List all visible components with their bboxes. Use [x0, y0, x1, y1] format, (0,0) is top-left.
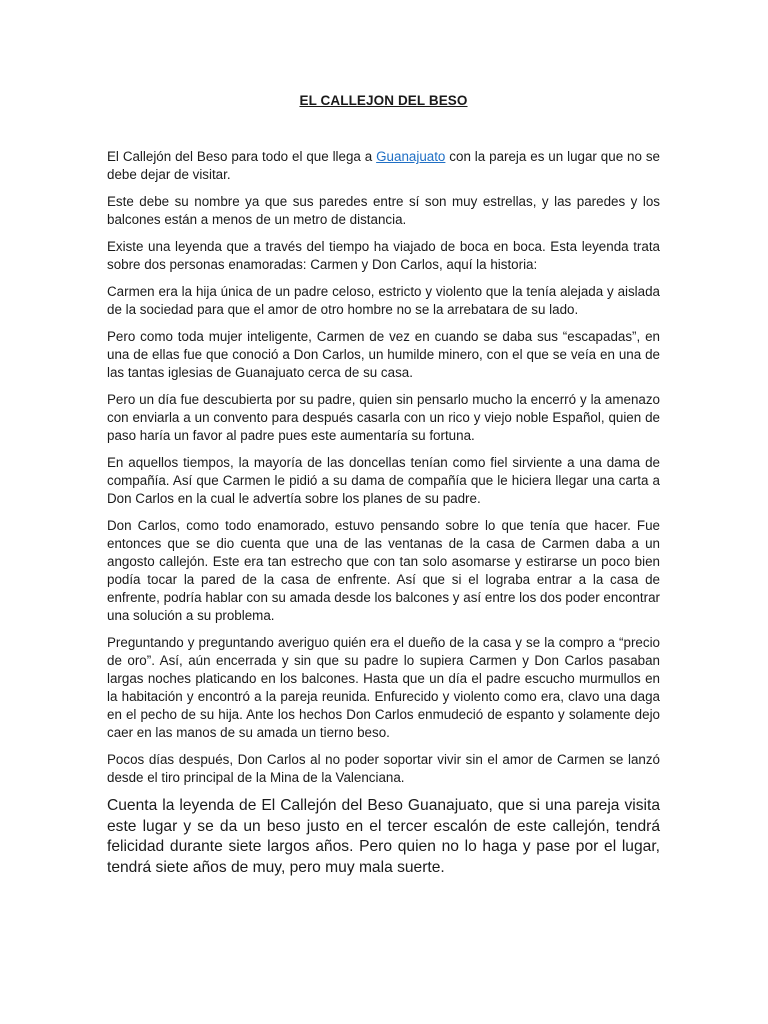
paragraph-legend-intro: Existe una leyenda que a través del tiempo ha viajado de boca en boca. Esta leyenda trata sobre dos personas enamoradas: Carmen y Don Carlos, aquí la historia: — [107, 239, 660, 272]
paragraph-dama: En aquellos tiempos, la mayoría de las doncellas tenían como fiel sirviente a una dama de compañía. Así que Carmen le pidió a su dama de compañía que le hiciera llegar una carta a Don Carlos en la cual le advertía sobre los planes de su padre. — [107, 455, 660, 506]
paragraph-closing: Cuenta la leyenda de El Callejón del Beso Guanajuato, que si una pareja visita este lugar y se da un beso justo en el tercer escalón de este callejón, tendrá felicidad durante siete largos años. Pero quien no lo haga y pase por el lugar, tendrá siete años de muy, pero muy mala suerte. — [107, 797, 660, 876]
paragraph-don-carlos-plan: Don Carlos, como todo enamorado, estuvo pensando sobre lo que tenía que hacer. Fue entonces que se dio cuenta que una de las ventanas de la casa de Carmen daba a un angosto callejón. Este era tan estrecho que con tan solo asomarse y estirarse un poco bien podía tocar la pared de la casa de enfrente. Así que si el lograba entrar a la casa de enfrente, podría hablar con su amada desde los balcones y así entre los dos poder encontrar una solución a su problema. — [107, 518, 660, 623]
intro-text-after-link: con la pareja es un lugar que no se debe dejar de visitar. — [107, 149, 660, 182]
paragraph-tragedy: Preguntando y preguntando averiguo quién era el dueño de la casa y se la compro a “precio de oro”. Así, aún encerrada y sin que su padre lo supiera Carmen y Don Carlos pasaban largas noches platicando en los balcones. Hasta que un día el padre escucho murmullos en la habitación y encontró a la pareja reunida. Enfurecido y violento como era, clavo una daga en el pecho de su hija. Ante los hechos Don Carlos enmudeció de espanto y solamente dejo caer en las manos de su amada un tierno beso. — [107, 635, 660, 740]
paragraph-carmen: Carmen era la hija única de un padre celoso, estricto y violento que la tenía alejada y aislada de la sociedad para que el amor de otro hombre no se la arrebatara de su lado. — [107, 284, 660, 317]
document-body — [107, 148, 660, 887]
paragraph-discovered: Pero un día fue descubierta por su padre, quien sin pensarlo mucho la encerró y la amenazo con enviarla a un convento para después casarla con un rico y viejo noble Español, quien de paso haría un favor al padre pues este aumentaría su fortuna. — [107, 392, 660, 443]
paragraph-mina: Pocos días después, Don Carlos al no poder soportar vivir sin el amor de Carmen se lanzó desde el tiro principal de la Mina de la Valenciana. — [107, 752, 660, 785]
intro-text-before-link: El Callejón del Beso para todo el que llega a — [107, 149, 377, 164]
document-title: EL CALLEJON DEL BESO — [299, 93, 468, 108]
guanajuato-link[interactable]: Guanajuato — [376, 149, 446, 164]
paragraph-escapadas: Pero como toda mujer inteligente, Carmen de vez en cuando se daba sus “escapadas”, en una de ellas fue que conoció a Don Carlos, un humilde minero, con el que se veía en una de las tantas iglesias de Guanajuato cerca de su casa. — [107, 329, 660, 380]
intro-paragraph — [107, 148, 660, 184]
paragraph-name-origin: Este debe su nombre ya que sus paredes entre sí son muy estrellas, y las paredes y los balcones están a menos de un metro de distancia. — [107, 194, 660, 227]
